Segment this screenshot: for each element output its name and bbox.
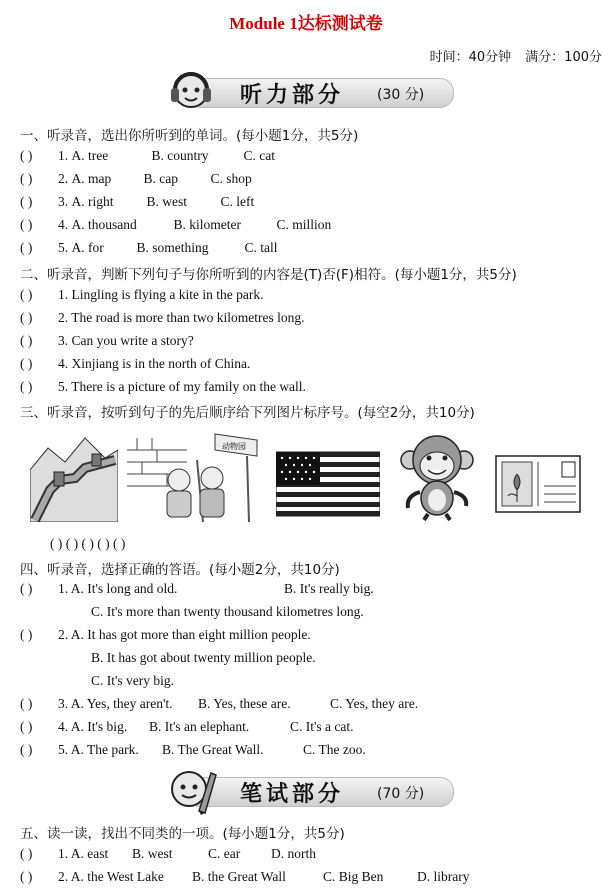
monkey-picture bbox=[398, 430, 476, 522]
us-flag-picture bbox=[276, 430, 380, 522]
s2-statement-5: ( ) 5. There is a picture of my family on the wall. bbox=[20, 379, 306, 394]
section-1-heading: 一、听录音，选出你所听到的单词。(每小题1分，共5分) bbox=[20, 128, 359, 144]
page-title: Module 1达标测试卷 bbox=[229, 14, 383, 33]
s1-question-1: ( ) 1. A. tree B. country C. cat bbox=[20, 148, 275, 163]
headphones-icon bbox=[165, 68, 217, 116]
s1-question-5: ( ) 5. A. for B. something C. tall bbox=[20, 240, 278, 255]
pencil-icon bbox=[165, 767, 217, 815]
zoo-sign-text: 动物园 bbox=[222, 442, 246, 451]
s4-question-1: ( ) 1. A. It's long and old. B. It's really big. bbox=[20, 581, 374, 596]
section-4-heading: 四、听录音，选择正确的答语。(每小题2分，共10分) bbox=[20, 562, 340, 578]
zoo-children-picture bbox=[127, 430, 262, 522]
s4-question-2: ( ) 2. A. It has got more than eight million people. bbox=[20, 627, 311, 642]
section-3-heading: 三、听录音，按听到句子的先后顺序给下列图片标序号。(每空2分，共10分) bbox=[20, 405, 475, 421]
writing-banner bbox=[165, 771, 455, 809]
time-limit: 时间：40分钟 bbox=[429, 50, 512, 65]
section-2-heading: 二、听录音，判断下列句子与你所听到的内容是(T)否(F)相符。(每小题1分，共5分) bbox=[20, 267, 517, 283]
listening-score: (30 分) bbox=[377, 87, 425, 103]
s1-question-2: ( ) 2. A. map B. cap C. shop bbox=[20, 171, 252, 186]
s1-question-3: ( ) 3. A. right B. west C. left bbox=[20, 194, 255, 209]
s4-question-5: ( ) 5. A. The park. B. The Great Wall. C. The zoo. bbox=[20, 742, 366, 757]
s2-statement-1: ( ) 1. Lingling is flying a kite in the park. bbox=[20, 287, 264, 302]
s4-question-2-option-c: C. It's very big. bbox=[91, 673, 175, 688]
great-wall-picture bbox=[30, 430, 118, 522]
writing-score: (70 分) bbox=[377, 786, 425, 802]
writing-title: 笔试部分 bbox=[240, 782, 345, 807]
s2-statement-2: ( ) 2. The road is more than two kilometres long. bbox=[20, 310, 305, 325]
section-5-heading: 五、读一读，找出不同类的一项。(每小题1分，共5分) bbox=[20, 826, 345, 842]
s4-question-2-option-b: B. It has got about twenty million people. bbox=[91, 650, 316, 665]
s2-statement-4: ( ) 4. Xinjiang is in the north of China. bbox=[20, 356, 251, 371]
postcard-picture bbox=[494, 430, 582, 522]
s1-question-4: ( ) 4. A. thousand B. kilometer C. million bbox=[20, 217, 332, 232]
full-score: 满分：100分 bbox=[525, 50, 602, 65]
listening-title: 听力部分 bbox=[240, 83, 345, 108]
s2-statement-3: ( ) 3. Can you write a story? bbox=[20, 333, 194, 348]
s5-question-1: ( ) 1. A. east B. west C. ear D. north bbox=[20, 846, 316, 861]
s4-question-4: ( ) 4. A. It's big. B. It's an elephant. C. It's a cat. bbox=[20, 719, 354, 734]
s4-question-1-option-c: C. It's more than twenty thousand kilometres long. bbox=[91, 604, 364, 619]
listening-banner bbox=[165, 72, 455, 110]
exam-meta bbox=[416, 46, 602, 65]
s3-answer-blanks: ( ) ( ) ( ) ( ) ( ) bbox=[50, 536, 126, 551]
s5-question-2: ( ) 2. A. the West Lake B. the Great Wall C. Big Ben D. library bbox=[20, 869, 470, 884]
s4-question-3: ( ) 3. A. Yes, they aren't. B. Yes, these are. C. Yes, they are. bbox=[20, 696, 419, 711]
